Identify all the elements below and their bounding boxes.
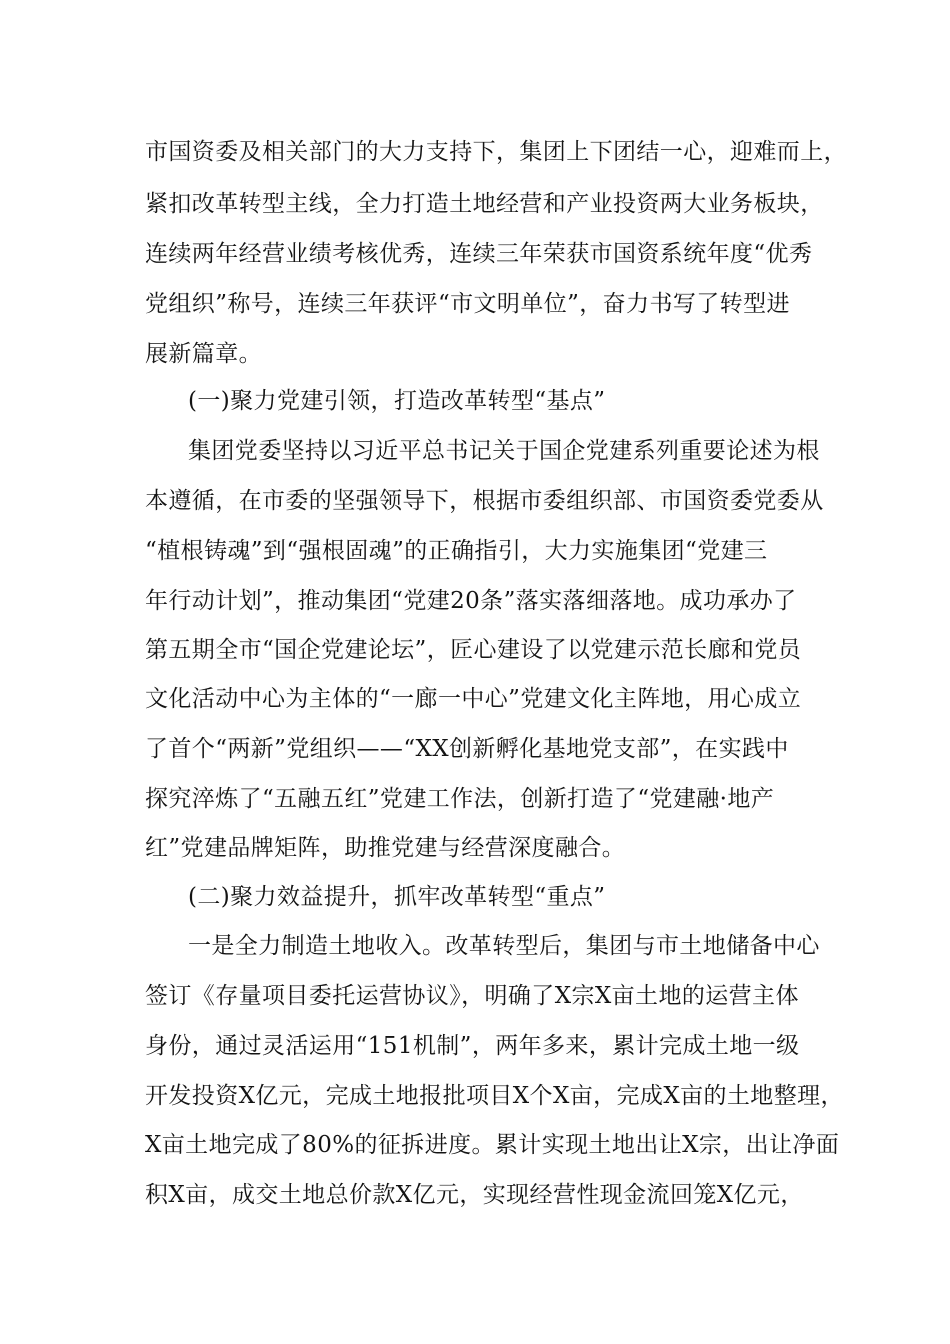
section-heading-1: (一)聚力党建引领，打造改革转型“基点” xyxy=(188,388,606,414)
paragraph-line: 身份，通过灵活运用“151机制”，两年多来，累计完成土地一级 xyxy=(145,1033,800,1059)
paragraph-line: 市国资委及相关部门的大力支持下，集团上下团结一心，迎难而上， xyxy=(145,139,847,165)
paragraph-line: 展新篇章。 xyxy=(145,341,262,367)
paragraph-line: 集团党委坚持以习近平总书记关于国企党建系列重要论述为根 xyxy=(188,438,820,464)
paragraph-line: X亩土地完成了80%的征拆进度。累计实现土地出让X宗，出让净面 xyxy=(145,1132,840,1158)
paragraph-line: 积X亩，成交土地总价款X亿元，实现经营性现金流回笼X亿元， xyxy=(145,1182,804,1208)
paragraph-line: 开发投资X亿元，完成土地报批项目X个X亩，完成X亩的土地整理， xyxy=(145,1083,844,1109)
paragraph-line: 文化活动中心为主体的“一廊一中心”党建文化主阵地，用心成立 xyxy=(145,686,802,712)
paragraph-line: 签订《存量项目委托运营协议》，明确了X宗X亩土地的运营主体 xyxy=(145,983,799,1009)
paragraph-line: 第五期全市“国企党建论坛”，匠心建设了以党建示范长廊和党员 xyxy=(145,637,802,663)
paragraph-line: 本遵循，在市委的坚强领导下，根据市委组织部、市国资委党委从 xyxy=(145,488,824,514)
paragraph-line: 红”党建品牌矩阵，助推党建与经营深度融合。 xyxy=(145,835,626,861)
paragraph-line: “植根铸魂”到“强根固魂”的正确指引，大力实施集团“党建三 xyxy=(145,538,768,564)
paragraph-line: 紧扣改革转型主线，全力打造土地经营和产业投资两大业务板块， xyxy=(145,191,824,217)
section-heading-2: (二)聚力效益提升，抓牢改革转型“重点” xyxy=(188,884,606,910)
paragraph-line: 连续两年经营业绩考核优秀，连续三年荣获市国资系统年度“优秀 xyxy=(145,241,813,267)
paragraph-line: 探究淬炼了“五融五红”党建工作法，创新打造了“党建融·地产 xyxy=(145,786,775,812)
paragraph-line: 党组织”称号，连续三年获评“市文明单位”，奋力书写了转型进 xyxy=(145,291,790,317)
paragraph-line: 年行动计划”，推动集团“党建20条”落实落细落地。成功承办了 xyxy=(145,588,797,614)
paragraph-line: 一是全力制造土地收入。改革转型后，集团与市土地储备中心 xyxy=(188,933,820,959)
paragraph-line: 了首个“两新”党组织——“XX创新孵化基地党支部”，在实践中 xyxy=(145,736,789,762)
